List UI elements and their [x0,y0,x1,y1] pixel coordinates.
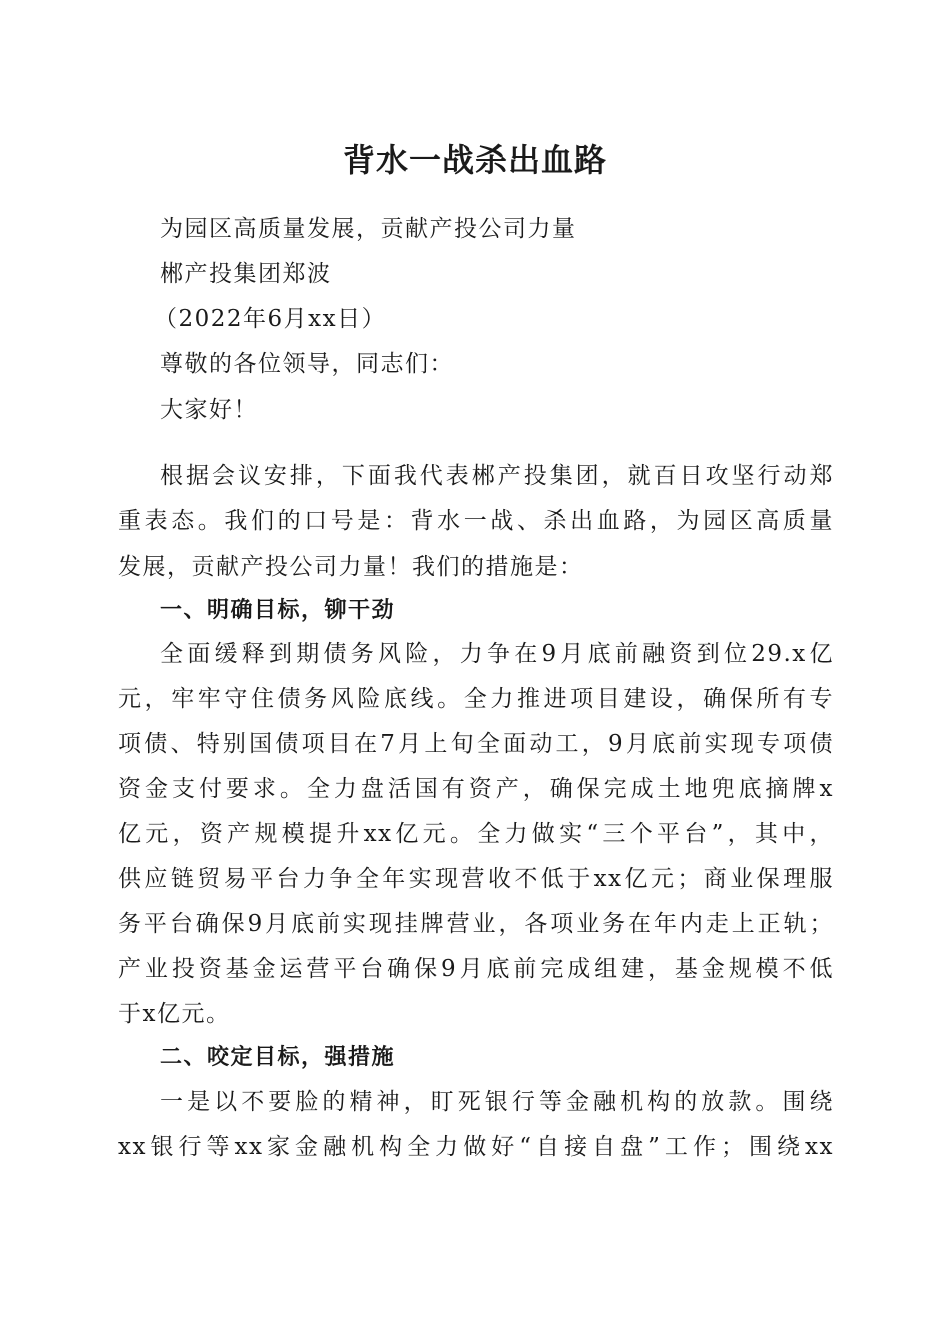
section2-line: xx银行等xx家金融机构全力做好“自接自盘”工作；围绕xx [118,1134,834,1160]
section2-line: 一是以不要脸的精神，盯死银行等金融机构的放款。围绕 [160,1089,834,1115]
section1-line: 全面缓释到期债务风险，力争在9月底前融资到位29.x亿 [160,641,834,667]
section1-line: 项债、特别国债项目在7月上旬全面动工，9月底前实现专项债 [118,731,834,757]
document-title: 背水一战杀出血路 [342,141,607,179]
section1-line: 供应链贸易平台力争全年实现营收不低于xx亿元；商业保理服 [118,866,834,892]
intro-line: 根据会议安排，下面我代表郴产投集团，就百日攻坚行动郑 [160,463,834,489]
section-heading: 一、明确目标，铆干劲 [160,598,396,623]
section1-line: 资金支付要求。全力盘活国有资产，确保完成土地兜底摘牌x [118,776,834,802]
author: 郴产投集团郑波 [160,261,332,287]
section1-line: 亿元，资产规模提升xx亿元。全力做实“三个平台”，其中， [118,821,834,847]
subtitle: 为园区高质量发展，贡献产投公司力量 [160,216,577,242]
intro-line: 发展，贡献产投公司力量！我们的措施是： [118,554,584,580]
section-heading: 二、咬定目标，强措施 [160,1045,396,1070]
section1-line: 于x亿元。 [118,1001,231,1027]
date: （2022年6月xx日） [154,306,387,332]
greeting: 大家好！ [160,397,258,423]
section1-line: 务平台确保9月底前实现挂牌营业，各项业务在年内走上正轨； [118,911,834,937]
salutation: 尊敬的各位领导，同志们： [160,351,454,377]
section1-line: 产业投资基金运营平台确保9月底前完成组建，基金规模不低 [118,956,834,982]
section1-line: 元，牢牢守住债务风险底线。全力推进项目建设，确保所有专 [118,686,834,712]
intro-line: 重表态。我们的口号是：背水一战、杀出血路，为园区高质量 [118,508,834,534]
